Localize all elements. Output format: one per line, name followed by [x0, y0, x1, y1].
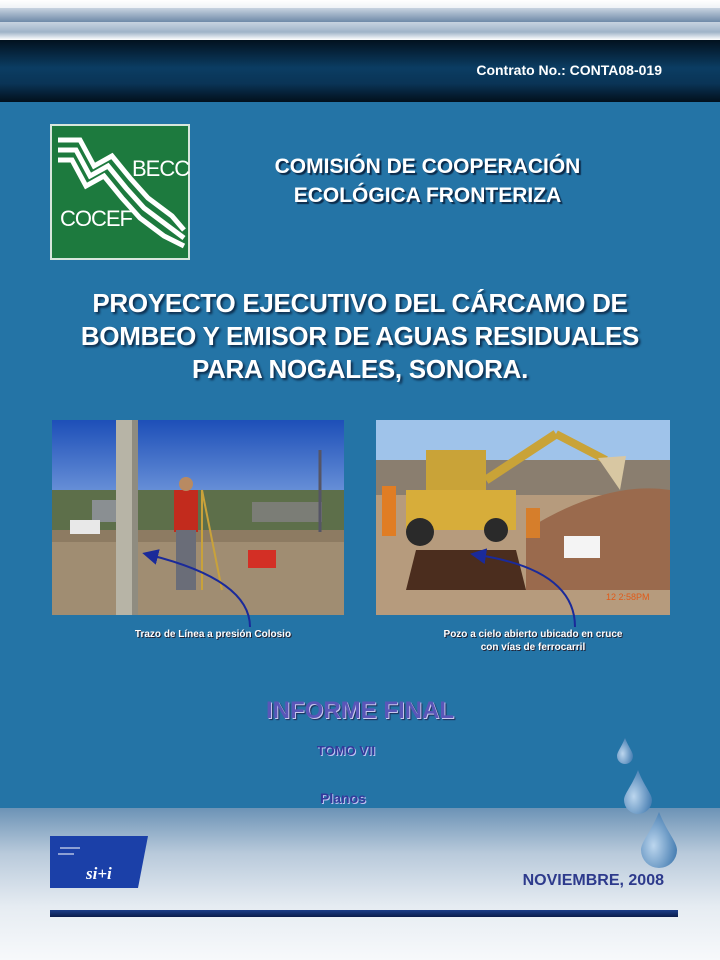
- footer-rule: [50, 910, 678, 917]
- project-title: PROYECTO EJECUTIVO DEL CÁRCAMO DE BOMBEO Y EMISOR DE AGUAS RESIDUALES PARA NOGALES, SONORA.: [80, 288, 640, 384]
- photo-stamp: 12 2:58PM: [606, 592, 650, 602]
- report-title: INFORME FINAL: [266, 697, 454, 724]
- report-volume: TOMO VII: [316, 743, 376, 758]
- photo-caption-surveyor: Trazo de Línea a presión Colosio: [134, 629, 292, 640]
- sij-logo-text: si+i: [86, 864, 112, 883]
- logo-text-becc: BECC: [132, 156, 190, 181]
- report-date: NOVIEMBRE, 2008: [522, 872, 664, 889]
- contract-number: Contrato No.: CONTA08-019: [476, 62, 662, 78]
- photo-caption-excavation: Pozo a cielo abierto ubicado en cruce con vías de ferrocarril: [443, 629, 623, 653]
- logo-text-cocef: COCEF: [60, 206, 132, 231]
- organization-name: COMISIÓN DE COOPERACIÓN ECOLÓGICA FRONTERIZA: [274, 155, 581, 207]
- report-subject: Planos: [320, 790, 366, 806]
